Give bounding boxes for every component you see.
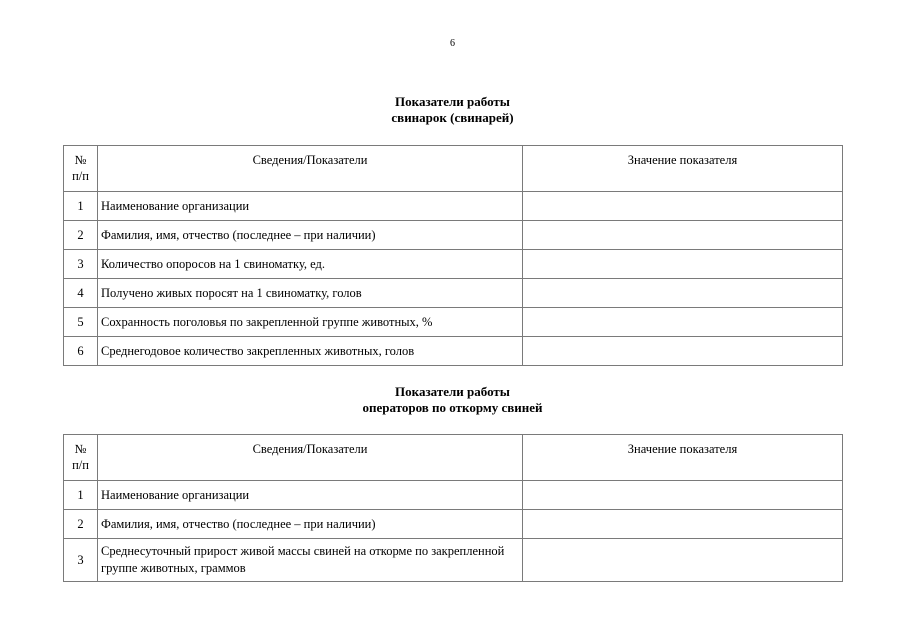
row-description: Среднегодовое количество закрепленных животных, голов <box>98 337 523 366</box>
row-value-cell[interactable] <box>523 192 843 221</box>
table-row <box>64 337 843 366</box>
column-header-number-line-1: № <box>74 153 87 167</box>
table-row <box>64 481 843 510</box>
row-number: 3 <box>64 250 98 279</box>
page-number: 6 <box>450 38 455 49</box>
row-number: 5 <box>64 308 98 337</box>
row-value-cell[interactable] <box>523 337 843 366</box>
section-title-line-2: операторов по откорму свиней <box>362 400 543 415</box>
section-title-line-1: Показатели работы <box>395 384 510 399</box>
column-header-number <box>64 146 98 192</box>
row-number: 6 <box>64 337 98 366</box>
indicators-table-swineherds <box>63 145 843 366</box>
indicators-table-fattening-operators <box>63 434 843 582</box>
row-value-cell[interactable] <box>523 221 843 250</box>
table-row <box>64 279 843 308</box>
row-number: 1 <box>64 192 98 221</box>
table-row <box>64 539 843 582</box>
row-value-cell[interactable] <box>523 539 843 582</box>
row-value-cell[interactable] <box>523 510 843 539</box>
row-value-cell[interactable] <box>523 481 843 510</box>
section-title-fattening-operators <box>0 384 905 416</box>
table-row <box>64 308 843 337</box>
table-row <box>64 510 843 539</box>
table-row <box>64 221 843 250</box>
row-number: 2 <box>64 221 98 250</box>
row-description: Сохранность поголовья по закрепленной группе животных, % <box>98 308 523 337</box>
row-description: Наименование организации <box>98 192 523 221</box>
section-title-line-1: Показатели работы <box>395 94 510 109</box>
column-header-value: Значение показателя <box>523 435 843 481</box>
table-row <box>64 192 843 221</box>
section-title-line-2: свинарок (свинарей) <box>391 110 514 125</box>
row-value-cell[interactable] <box>523 279 843 308</box>
row-description: Фамилия, имя, отчество (последнее – при наличии) <box>98 510 523 539</box>
row-number: 2 <box>64 510 98 539</box>
row-description: Количество опоросов на 1 свиноматку, ед. <box>98 250 523 279</box>
row-value-cell[interactable] <box>523 250 843 279</box>
column-header-number-line-1: № <box>74 442 87 456</box>
table-row <box>64 250 843 279</box>
table-header-row <box>64 146 843 192</box>
row-description: Фамилия, имя, отчество (последнее – при наличии) <box>98 221 523 250</box>
row-value-cell[interactable] <box>523 308 843 337</box>
row-description: Среднесуточный прирост живой массы свиней на откорме по закрепленной группе животных, граммов <box>98 539 523 582</box>
row-description: Получено живых поросят на 1 свиноматку, голов <box>98 279 523 308</box>
section-title-swineherds <box>0 94 905 126</box>
column-header-value: Значение показателя <box>523 146 843 192</box>
column-header-description: Сведения/Показатели <box>98 146 523 192</box>
column-header-number <box>64 435 98 481</box>
row-number: 1 <box>64 481 98 510</box>
column-header-description: Сведения/Показатели <box>98 435 523 481</box>
column-header-number-line-2: п/п <box>72 458 89 472</box>
table-header-row <box>64 435 843 481</box>
row-number: 4 <box>64 279 98 308</box>
row-description: Наименование организации <box>98 481 523 510</box>
column-header-number-line-2: п/п <box>72 169 89 183</box>
row-number: 3 <box>64 539 98 582</box>
